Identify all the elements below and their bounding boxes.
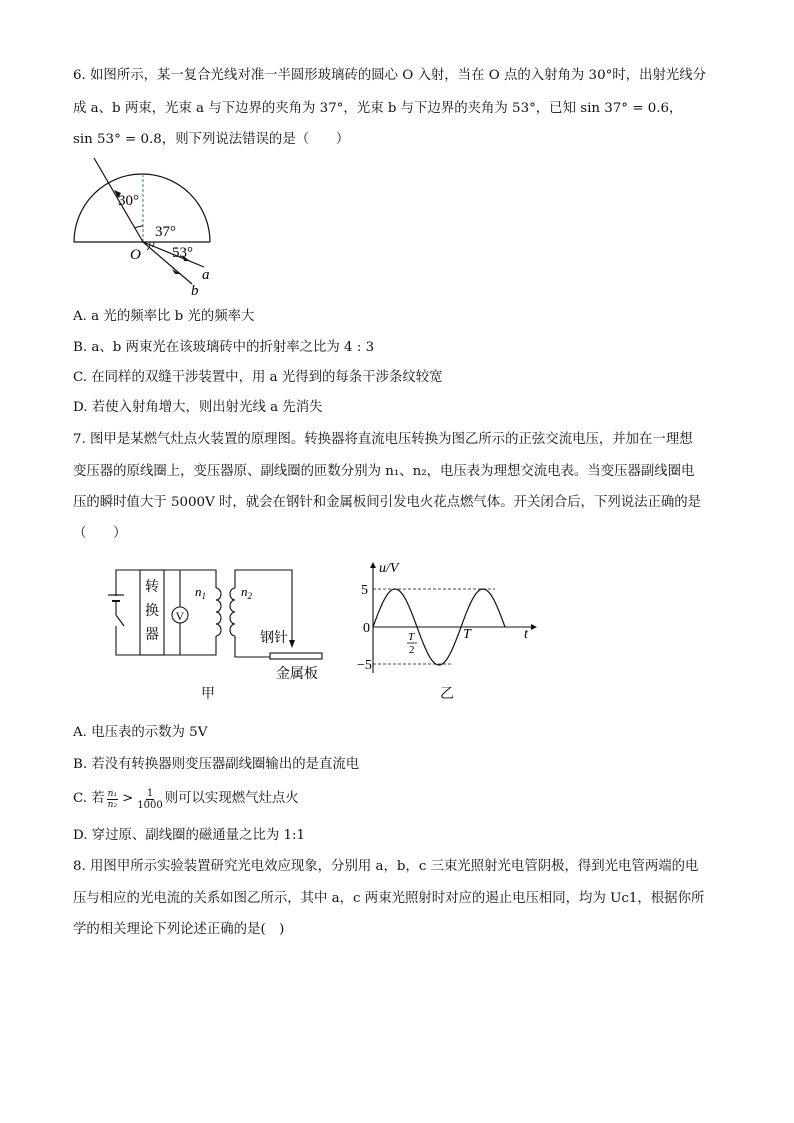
half-period-num: T bbox=[408, 631, 415, 643]
greater-than-sign: > bbox=[122, 791, 134, 806]
q7-option-c-suffix: 则可以实现燃气灶点火 bbox=[164, 791, 299, 806]
converter-char-2: 换 bbox=[145, 604, 159, 619]
q6-option-a: A. a 光的频率比 b 光的频率大 bbox=[73, 309, 255, 324]
q6-option-b: B. a、b 两束光在该玻璃砖中的折射率之比为 4 : 3 bbox=[73, 340, 375, 355]
q6-semicircle-figure bbox=[72, 156, 232, 296]
q7-circuit-figure bbox=[100, 560, 340, 685]
q7-stem-line-3: 压的瞬时值大于 5000V 时，就会在钢针和金属板间引发电火花点燃气体。开关闭合后，下列说法正确的是 bbox=[73, 495, 702, 510]
q8-stem-line-1: 8. 用图甲所示实验装置研究光电效应现象，分别用 a，b，c 三束光照射光电管阴极，得到光电管两端的电 bbox=[73, 859, 699, 874]
y-axis-arrow-icon bbox=[370, 562, 376, 568]
x-axis-arrow-icon bbox=[531, 624, 537, 630]
q7-option-c bbox=[73, 784, 299, 814]
y-min-label: −5 bbox=[357, 658, 372, 673]
q8-stem-line-3: 学的相关理论下列论述正确的是( ) bbox=[73, 922, 285, 937]
q7-option-a: A. 电压表的示数为 5V bbox=[73, 725, 208, 740]
figure-caption-yi: 乙 bbox=[440, 686, 454, 702]
q7-option-c-fraction bbox=[107, 789, 118, 810]
metal-plate bbox=[270, 653, 322, 659]
fraction-numerator: n₁ bbox=[107, 788, 118, 799]
y-axis-label: u/V bbox=[379, 561, 399, 576]
n2-label: $n_2$ bbox=[241, 584, 252, 601]
label-37: 37° bbox=[155, 224, 176, 240]
q7-option-d: D. 穿过原、副线圈的磁通量之比为 1:1 bbox=[73, 828, 306, 843]
n1-label: $n_1$ bbox=[195, 584, 206, 601]
q8-stem-line-2: 压与相应的光电流的关系如图乙所示，其中 a，c 两束光照射时对应的遏止电压相同，均为 Uc1，根据你所 bbox=[73, 891, 705, 906]
label-b: b bbox=[191, 283, 199, 296]
q6-option-c: C. 在同样的双缝干涉装置中，用 a 光得到的每条干涉条纹较宽 bbox=[73, 370, 443, 385]
q7-stem-line-4: （ ） bbox=[73, 526, 127, 541]
y-max-label: 5 bbox=[361, 583, 368, 598]
q7-option-c-rhs-fraction bbox=[137, 788, 162, 811]
q7-sine-graph bbox=[355, 558, 545, 678]
period-label: T bbox=[463, 627, 471, 642]
plate-label: 金属板 bbox=[276, 667, 318, 682]
needle-label: 钢针 bbox=[260, 631, 288, 646]
q7-option-b: B. 若没有转换器则变压器副线圈输出的是直流电 bbox=[73, 757, 360, 772]
label-30: 30° bbox=[118, 193, 139, 209]
left-loop-wire bbox=[116, 570, 140, 655]
q7-stem-line-2: 变压器的原线圈上，变压器原、副线圈的匝数分别为 n₁、n₂，电压表为理想交流电表。当变压器副线圈电 bbox=[73, 464, 695, 479]
q6-option-d: D. 若使入射角增大，则出射光线 a 先消失 bbox=[73, 400, 323, 415]
rhs-numerator: 1 bbox=[146, 787, 154, 799]
output-wire-bottom bbox=[164, 636, 216, 655]
needle-tip-icon bbox=[289, 640, 295, 648]
label-o: O bbox=[130, 247, 141, 263]
q6-stem-line-3: sin 53° = 0.8，则下列说法错误的是（ ） bbox=[73, 132, 350, 147]
rhs-denominator: 1000 bbox=[137, 799, 163, 811]
x-axis-label: t bbox=[524, 627, 528, 642]
angle-arc-30 bbox=[135, 226, 143, 228]
battery-gap bbox=[113, 596, 119, 600]
fraction-denominator: n₂ bbox=[107, 799, 118, 810]
secondary-coil-icon bbox=[230, 588, 235, 636]
converter-char-3: 器 bbox=[145, 628, 159, 643]
origin-label: 0 bbox=[363, 621, 370, 636]
q6-stem-line-1: 6. 如图所示，某一复合光线对准一半圆形玻璃砖的圆心 O 入射，当在 O 点的入射角为 30°时，出射光线分 bbox=[73, 68, 707, 83]
figure-caption-jia: 甲 bbox=[201, 686, 215, 702]
primary-coil-icon bbox=[216, 588, 221, 636]
q6-stem-line-2: 成 a、b 两束，光束 a 与下边界的夹角为 37°，光束 b 与下边界的夹角为 53°，已知 sin 37° = 0.6， bbox=[73, 101, 683, 116]
q7-option-c-prefix: C. 若 bbox=[73, 791, 105, 806]
q7-stem-line-1: 7. 图甲是某燃气灶点火装置的原理图。转换器将直流电压转换为图乙所示的正弦交流电压，并加在一理想 bbox=[73, 432, 693, 447]
half-period-den: 2 bbox=[409, 644, 415, 656]
converter-char-1: 转 bbox=[145, 580, 159, 595]
label-53: 53° bbox=[172, 245, 193, 261]
semicircle-arc bbox=[74, 174, 210, 242]
voltmeter-label: V bbox=[175, 609, 185, 623]
label-a: a bbox=[202, 267, 210, 283]
output-wire-top bbox=[164, 570, 216, 588]
